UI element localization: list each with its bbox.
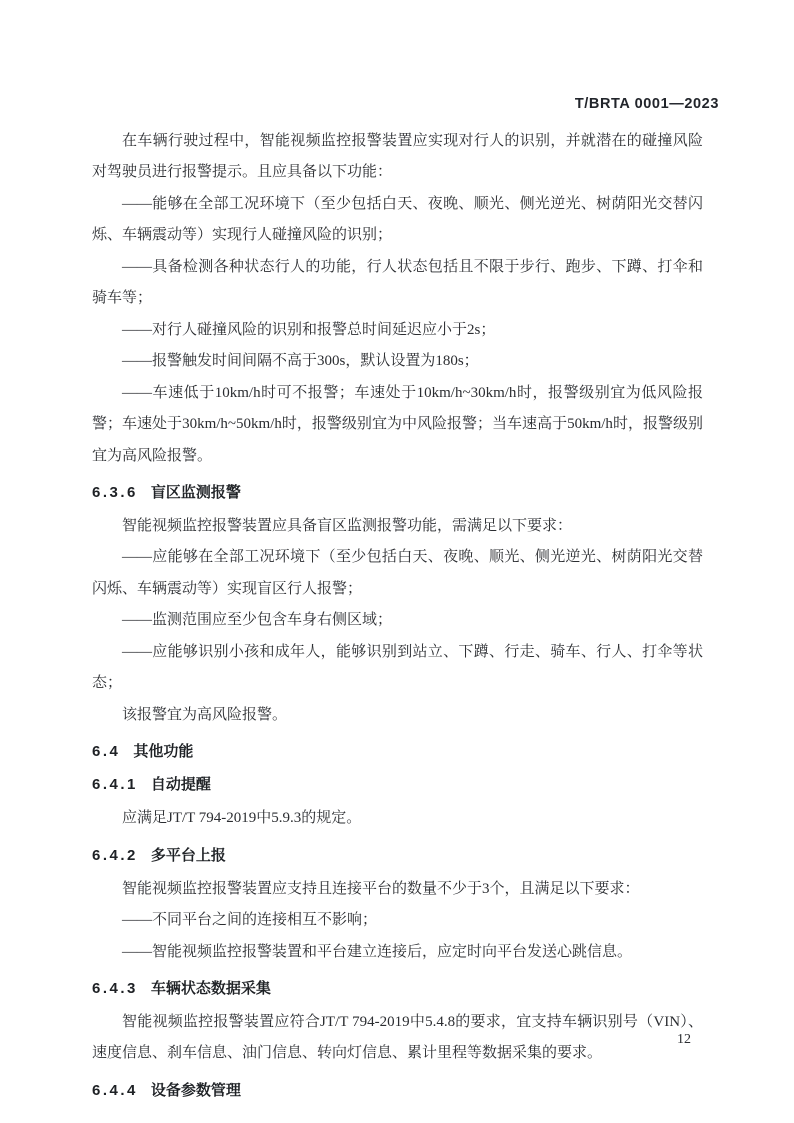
section-number: 6.4.1 <box>92 776 138 794</box>
list-item: ——应能够在全部工况环境下（至少包括白天、夜晚、顺光、侧光逆光、树荫阳光交替闪烁、车辆震动等）实现盲区行人报警； <box>92 549 703 597</box>
list-item: ——具备检测各种状态行人的功能，行人状态包括且不限于步行、跑步、下蹲、打伞和骑车等； <box>92 258 703 307</box>
section-number: 6.4.4 <box>92 1081 138 1099</box>
section-heading <box>92 1078 703 1103</box>
paragraph: 应满足JT/T 794-2019中5.9.3的规定。 <box>122 810 362 827</box>
paragraph: 智能视频监控报警装置应支持且连接平台的数量不少于3个，且满足以下要求： <box>122 880 640 897</box>
paragraph: 在车辆行驶过程中，智能视频监控报警装置应实现对行人的识别，并就潜在的碰撞风险对驾驶员进行报警提示。且应具备以下功能： <box>92 133 703 181</box>
document-content <box>92 126 703 1109</box>
section-title: 车辆状态数据采集 <box>150 979 271 997</box>
paragraph: 智能视频监控报警装置应符合JT/T 794-2019中5.4.8的要求，宜支持车辆识别号（VIN）、速度信息、刹车信息、油门信息、转向灯信息、累计里程等数据采集的要求。 <box>92 1013 703 1062</box>
section-title: 设备参数管理 <box>150 1081 241 1099</box>
section-number: 6.3.6 <box>92 483 138 501</box>
section-title: 盲区监测报警 <box>150 483 241 501</box>
list-item: ——监测范围应至少包含车身右侧区域； <box>122 612 393 629</box>
section-heading <box>92 739 703 764</box>
paragraph: 智能视频监控报警装置应具备盲区监测报警功能，需满足以下要求： <box>122 517 573 534</box>
list-item: ——应能够识别小孩和成年人，能够识别到站立、下蹲、行走、骑车、行人、打伞等状态； <box>92 643 703 692</box>
list-item: ——对行人碰撞风险的识别和报警总时间延迟应小于2s； <box>122 321 496 338</box>
paragraph: 该报警宜为高风险报警。 <box>122 706 288 723</box>
section-number: 6.4.3 <box>92 979 138 997</box>
section-title: 其他功能 <box>133 743 194 761</box>
list-item: ——能够在全部工况环境下（至少包括白天、夜晚、顺光、侧光逆光、树荫阳光交替闪烁、车辆震动等）实现行人碰撞风险的识别； <box>92 195 703 244</box>
section-number: 6.4.2 <box>92 846 138 864</box>
section-title: 多平台上报 <box>150 846 226 864</box>
section-heading <box>92 976 703 1001</box>
list-item: ——智能视频监控报警装置和平台建立连接后，应定时向平台发送心跳信息。 <box>122 943 633 960</box>
standard-reference-header: T/BRTA 0001—2023 <box>574 96 719 112</box>
list-item: ——报警触发时间间隔不高于300s，默认设置为180s； <box>122 353 479 370</box>
section-heading <box>92 843 703 868</box>
section-title: 自动提醒 <box>150 776 211 794</box>
section-number: 6.4 <box>92 743 121 761</box>
section-heading <box>92 772 703 797</box>
list-item: ——车速低于10km/h时可不报警；车速处于10km/h~30km/h时，报警级别宜为低风险报警；车速处于30km/h~50km/h时，报警级别宜为中风险报警；当车速高于50km/h时，报警级别宜为高风险报警。 <box>92 384 703 464</box>
page-number: 12 <box>677 1032 691 1047</box>
list-item: ——不同平台之间的连接相互不影响； <box>122 912 378 929</box>
section-heading <box>92 480 703 505</box>
